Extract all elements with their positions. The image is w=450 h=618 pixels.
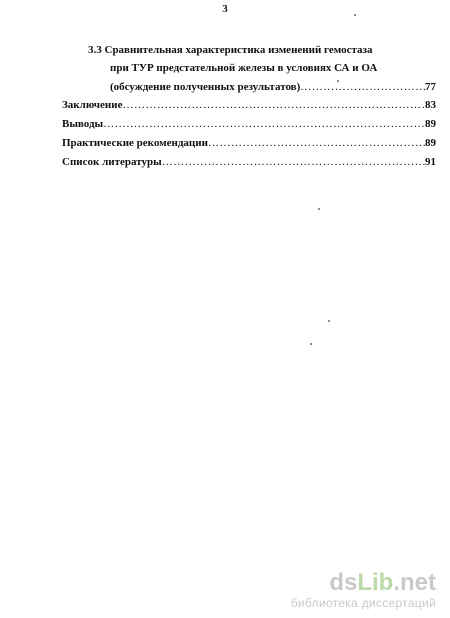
toc-section-3-3-line3: (обсуждение полученных результатов) (110, 81, 301, 93)
watermark (246, 570, 436, 610)
toc-leader (122, 98, 425, 112)
toc-section-3-3-line2: при ТУР предстательной железы в условиях СА и ОА (110, 62, 378, 74)
toc-leader (208, 136, 425, 150)
toc-label: Выводы (62, 118, 104, 130)
toc-label: Практические рекомендации (62, 137, 208, 149)
toc-leader (300, 80, 425, 94)
scan-speck (318, 208, 320, 210)
toc-row-references (62, 155, 436, 169)
watermark-logo-part: ds (329, 569, 358, 596)
toc-leader (103, 117, 425, 131)
toc-section-3-3-page: 77 (425, 81, 436, 93)
toc-section-3-3-row (110, 80, 436, 94)
toc-page: 83 (425, 99, 436, 111)
toc-row-conclusion (62, 98, 436, 112)
watermark-logo-part: Lib (357, 569, 394, 596)
watermark-subtitle: библиотека диссертаций (290, 596, 436, 610)
toc-page: 91 (425, 156, 436, 168)
watermark-logo (246, 570, 436, 596)
watermark-logo-part: .net (393, 569, 436, 596)
toc-page: 89 (425, 118, 436, 130)
toc-page: 89 (425, 137, 436, 149)
toc-label: Заключение (62, 99, 123, 111)
scan-speck (328, 320, 330, 322)
toc-section-3-3-line1: 3.3 Сравнительная характеристика изменений гемостаза (88, 44, 373, 56)
page-number: 3 (222, 3, 228, 15)
scan-speck (337, 80, 339, 82)
toc-leader (162, 155, 425, 169)
toc-row-recommendations (62, 136, 436, 150)
scan-speck (310, 343, 312, 345)
scan-speck (354, 14, 356, 16)
toc-label: Список литературы (62, 156, 162, 168)
toc-row-findings (62, 117, 436, 131)
